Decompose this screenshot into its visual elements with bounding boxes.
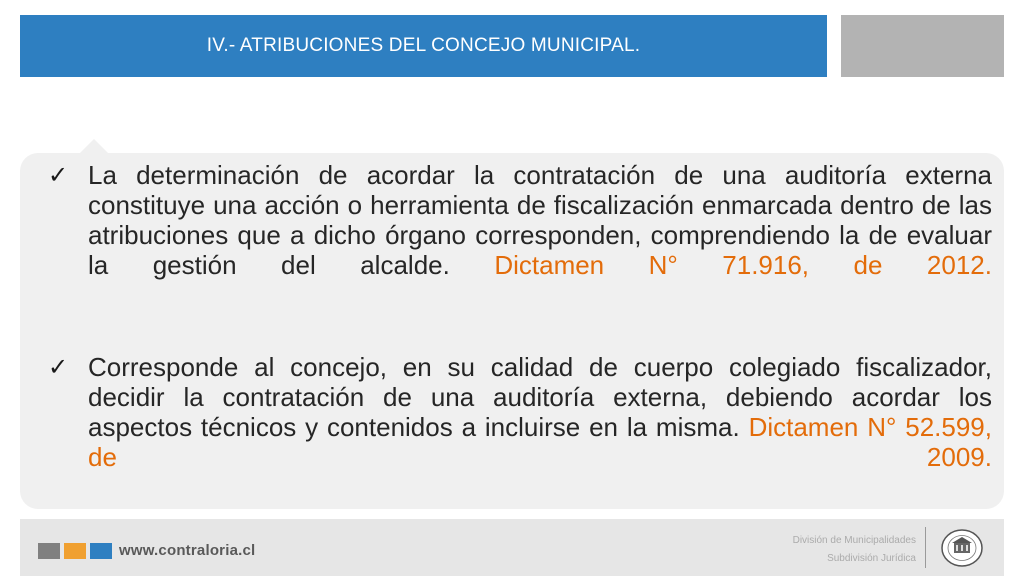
footer-square-blue <box>90 543 112 559</box>
check-icon: ✓ <box>48 161 69 189</box>
division-info <box>793 532 916 568</box>
subdivision-name: Subdivisión Jurídica <box>827 553 916 564</box>
bullet-text: Corresponde al concejo, en su calidad de cuerpo colegiado fiscalizador, decidir la contratación de una auditoría externa, debiendo acordar los aspectos técnicos y contenidos a incluirse en la misma. <box>88 352 992 442</box>
dictamen-reference: Dictamen N° 52.599, de 2009. <box>88 412 992 472</box>
bullet-item-2 <box>48 352 992 472</box>
contraloria-seal-logo <box>940 528 984 568</box>
header-gray-block <box>841 15 1004 77</box>
check-icon: ✓ <box>48 353 69 381</box>
bullet-text: La determinación de acordar la contratación de una auditoría externa constituye una acción o herramienta de fiscalización enmarcada dentro de las atribuciones que a dicho órgano corresponden, comprendiendo la de evaluar la gestión del alcalde. <box>88 160 992 280</box>
division-name: División de Municipalidades <box>792 535 916 546</box>
footer-square-gray <box>38 543 60 559</box>
dictamen-reference: Dictamen N° 71.916, de 2012. <box>494 250 992 280</box>
footer-divider <box>925 527 926 568</box>
bullet-paragraph <box>88 352 992 472</box>
content-box-notch <box>80 139 108 153</box>
website-link[interactable]: www.contraloria.cl <box>119 542 256 559</box>
slide-title-bar <box>20 15 827 77</box>
slide-title: IV.- ATRIBUCIONES DEL CONCEJO MUNICIPAL. <box>206 35 641 56</box>
footer-square-orange <box>64 543 86 559</box>
bullet-item-1 <box>48 160 992 280</box>
bullet-paragraph <box>88 160 992 280</box>
